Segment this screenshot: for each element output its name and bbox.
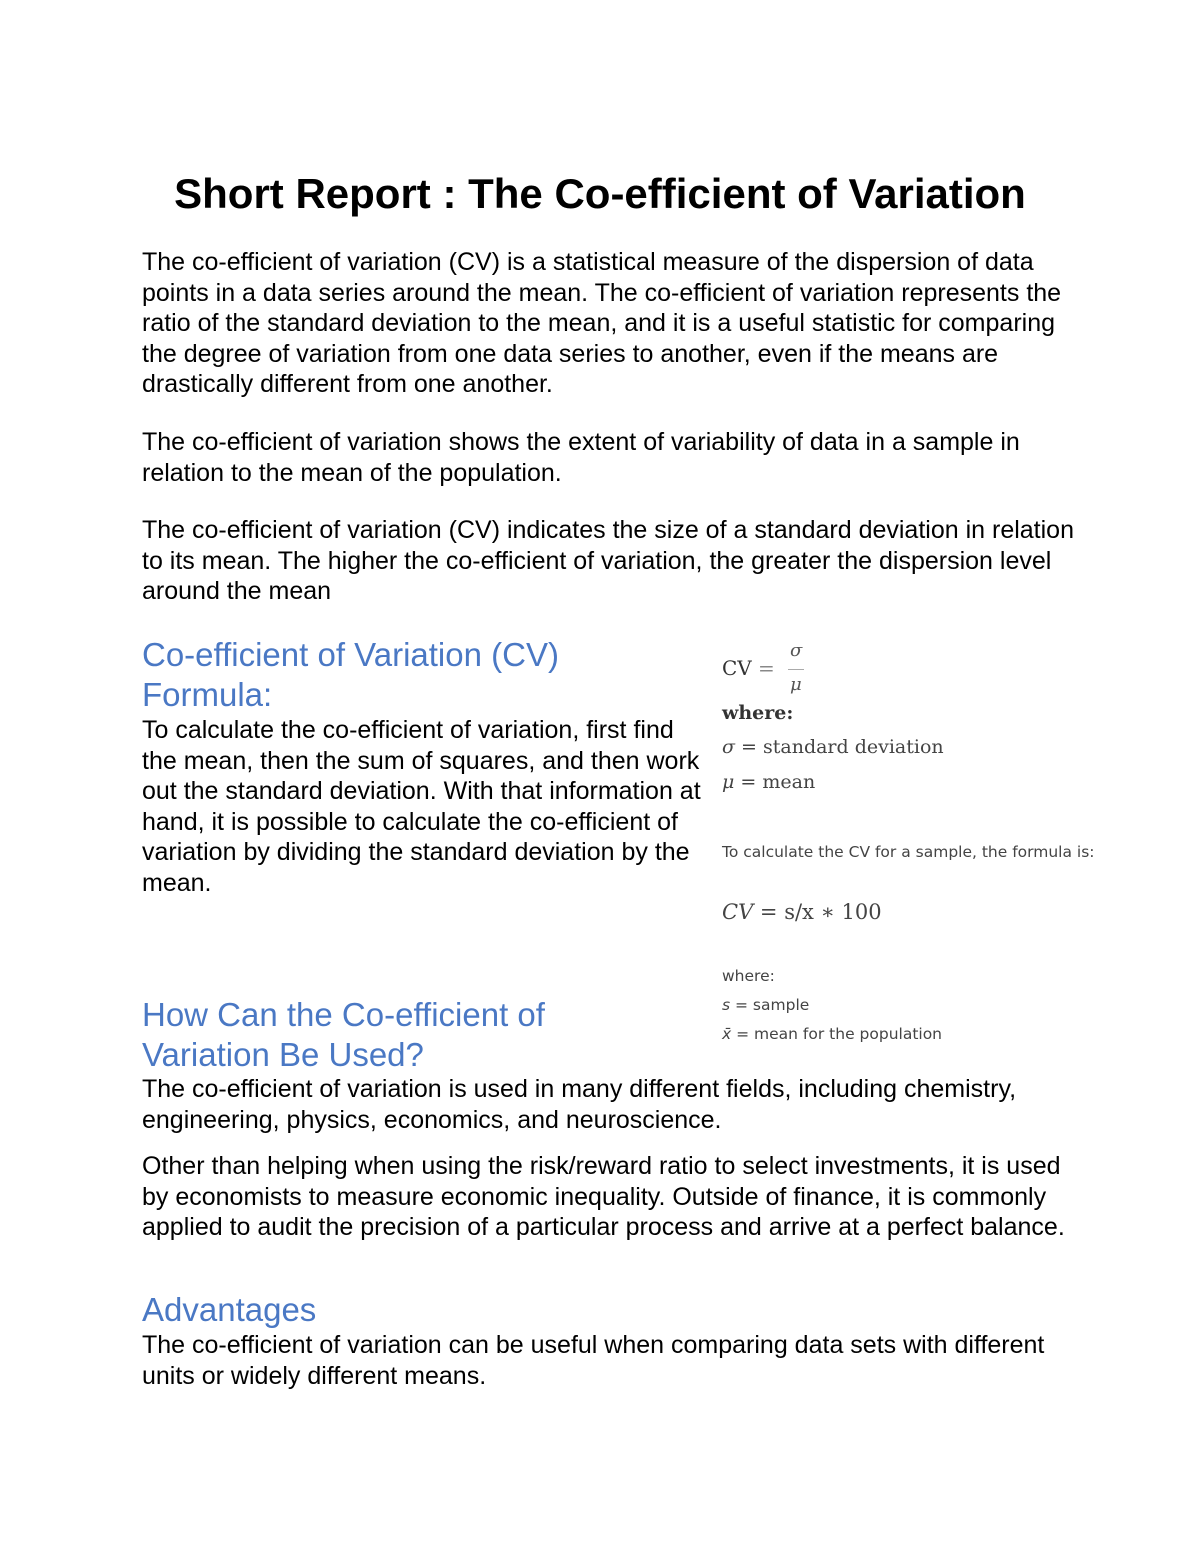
- x-bar-definition: = mean for the population: [736, 1025, 943, 1043]
- uses-heading-line1: How Can the Co-efficient of: [142, 996, 545, 1033]
- s-symbol: s: [722, 996, 731, 1014]
- uses-heading-line2: Variation Be Used?: [142, 1036, 424, 1073]
- sample-formula: [722, 900, 882, 924]
- sigma-symbol: σ: [722, 736, 735, 758]
- formula-heading-line2: Formula:: [142, 676, 273, 713]
- advantages-heading: Advantages: [142, 1291, 317, 1328]
- mu-symbol: μ: [722, 771, 735, 793]
- mu-definition: = mean: [740, 771, 816, 793]
- page-title: Short Report : The Co-efficient of Variation: [174, 170, 1026, 217]
- intro-paragraph-1: The co-efficient of variation (CV) is a statistical measure of the dispersion of data points in a data series around the mean. The co-efficient of variation represents the ratio of the standard deviation to the mean, and it is a useful statistic for comparing the degree of variation from one data series to another, even if the means are drastically different from one another.: [142, 248, 1062, 398]
- formula-heading-line1: Co-efficient of Variation (CV): [142, 636, 559, 673]
- uses-heading: [142, 995, 545, 1075]
- fraction-bar: [788, 669, 804, 670]
- intro-paragraph-2: The co-efficient of variation shows the extent of variability of data in a sample in relation to the mean of the population.: [142, 428, 1020, 487]
- formula-heading: [142, 635, 559, 715]
- s-definition: = sample: [735, 996, 810, 1014]
- sample-formula-lhs: CV: [722, 900, 754, 924]
- sigma-definition: = standard deviation: [741, 736, 944, 758]
- intro-paragraph-3: The co-efficient of variation (CV) indicates the size of a standard deviation in relation to its mean. The higher the co-efficient of variation, the greater the dispersion level around the mean: [142, 516, 1074, 605]
- formula-where-label: where:: [722, 702, 794, 724]
- x-bar-symbol: x̄: [722, 1025, 732, 1043]
- sample-formula-intro: To calculate the CV for a sample, the formula is:: [722, 843, 1095, 861]
- formula-figure: [722, 640, 1122, 1060]
- uses-paragraph-1: The co-efficient of variation is used in many different fields, including chemistry, engineering, physics, economics, and neuroscience.: [142, 1075, 1017, 1134]
- formula-sigma-definition: [722, 736, 944, 758]
- formula-numerator: σ: [790, 640, 803, 661]
- formula-cv-label: CV: [722, 656, 752, 680]
- uses-paragraph-2: Other than helping when using the risk/reward ratio to select investments, it is used by economists to measure economic inequality. Outside of finance, it is commonly applied to audit the precision of a particular process and arrive at a perfect balance.: [142, 1152, 1065, 1241]
- advantages-body: The co-efficient of variation can be useful when comparing data sets with different units or widely different means.: [142, 1331, 1045, 1390]
- formula-equals: =: [758, 656, 775, 680]
- sample-x-definition: [722, 1025, 942, 1043]
- formula-body: To calculate the co-efficient of variation, first find the mean, then the sum of squares, and then work out the standard deviation. With that information at hand, it is possible to calculate the co-efficient of variation by dividing the standard deviation by the mean.: [142, 716, 701, 897]
- sample-formula-rhs: = s/x ∗ 100: [759, 900, 882, 924]
- sample-s-definition: [722, 996, 809, 1014]
- formula-denominator: μ: [790, 674, 802, 695]
- sample-where-label: where:: [722, 967, 775, 985]
- formula-mu-definition: [722, 771, 815, 793]
